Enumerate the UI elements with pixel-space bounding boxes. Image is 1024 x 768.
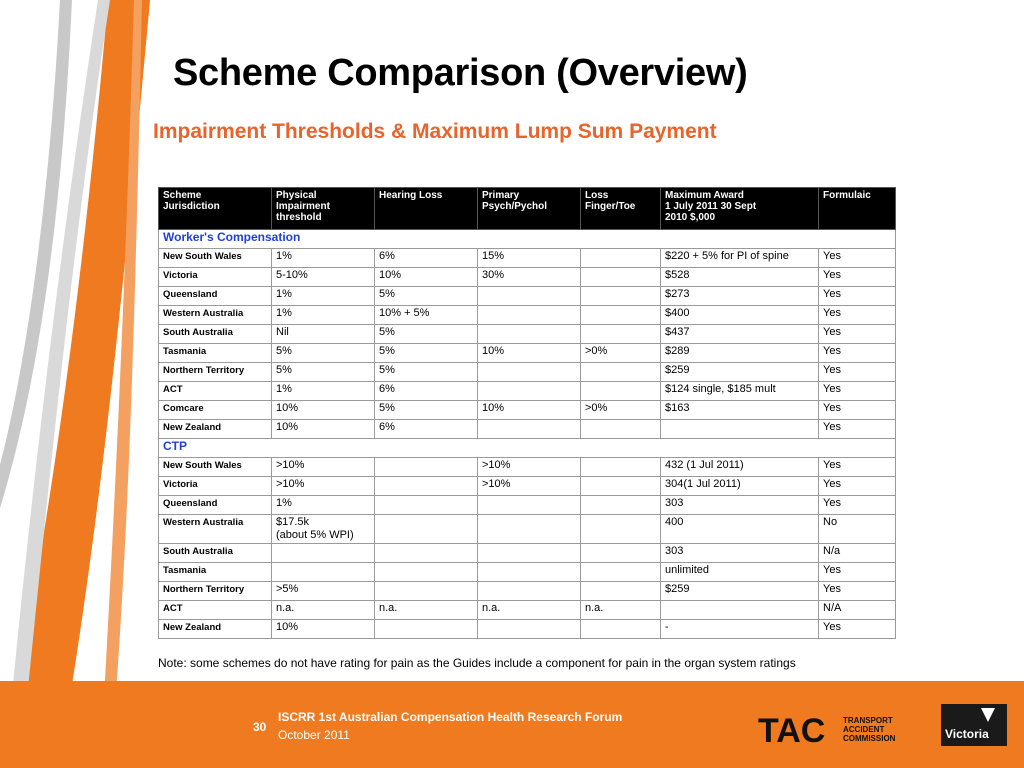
table-cell xyxy=(581,477,661,496)
table-cell: >0% xyxy=(581,344,661,363)
comparison-table xyxy=(158,187,896,639)
table-cell: 5-10% xyxy=(272,268,375,287)
table-cell: Yes xyxy=(819,363,896,382)
tac-logo xyxy=(756,708,836,748)
table-cell xyxy=(478,582,581,601)
table-cell: Yes xyxy=(819,287,896,306)
jurisdiction-cell: South Australia xyxy=(159,544,272,563)
table-cell xyxy=(478,325,581,344)
table-cell: unlimited xyxy=(661,563,819,582)
jurisdiction-cell: Western Australia xyxy=(159,515,272,544)
table-cell xyxy=(478,620,581,639)
table-row xyxy=(159,515,896,544)
table-cell xyxy=(375,544,478,563)
table-cell: n.a. xyxy=(272,601,375,620)
table-row xyxy=(159,496,896,515)
jurisdiction-cell: South Australia xyxy=(159,325,272,344)
table-cell: 5% xyxy=(272,363,375,382)
table-cell: Yes xyxy=(819,477,896,496)
table-cell xyxy=(478,287,581,306)
table-cell: 5% xyxy=(375,325,478,344)
table-row xyxy=(159,544,896,563)
table-cell: Yes xyxy=(819,306,896,325)
table-cell: >10% xyxy=(478,477,581,496)
table-cell: Yes xyxy=(819,325,896,344)
table-row xyxy=(159,249,896,268)
jurisdiction-cell: ACT xyxy=(159,601,272,620)
table-cell: Nil xyxy=(272,325,375,344)
table-cell: $273 xyxy=(661,287,819,306)
column-header: Scheme Jurisdiction xyxy=(159,188,272,230)
table-cell: n.a. xyxy=(478,601,581,620)
table-cell: $220 + 5% for PI of spine xyxy=(661,249,819,268)
table-row xyxy=(159,344,896,363)
table-cell xyxy=(478,563,581,582)
table-row xyxy=(159,268,896,287)
jurisdiction-cell: ACT xyxy=(159,382,272,401)
table-cell: 5% xyxy=(375,287,478,306)
table-cell: 303 xyxy=(661,544,819,563)
table-cell xyxy=(581,306,661,325)
table-cell: >0% xyxy=(581,401,661,420)
table-cell: Yes xyxy=(819,268,896,287)
table-cell: n.a. xyxy=(581,601,661,620)
table-cell: 1% xyxy=(272,287,375,306)
table-cell: >10% xyxy=(272,477,375,496)
table-cell xyxy=(375,496,478,515)
page-number: 30 xyxy=(253,720,267,734)
table-cell xyxy=(375,458,478,477)
table-cell xyxy=(581,515,661,544)
table-cell xyxy=(478,306,581,325)
table-cell: 6% xyxy=(375,420,478,439)
footer-date: October 2011 xyxy=(278,728,350,742)
table-row xyxy=(159,287,896,306)
table-cell xyxy=(581,496,661,515)
table-cell: Yes xyxy=(819,401,896,420)
table-cell: 1% xyxy=(272,496,375,515)
table-cell: 10% xyxy=(375,268,478,287)
table-row xyxy=(159,620,896,639)
column-header: Maximum Award 1 July 2011 30 Sept 2010 $,000 xyxy=(661,188,819,230)
table-cell xyxy=(478,515,581,544)
table-cell xyxy=(581,544,661,563)
table-cell: Yes xyxy=(819,382,896,401)
table-cell xyxy=(581,582,661,601)
table-header-row xyxy=(159,188,896,230)
table-cell xyxy=(478,382,581,401)
table-cell: 10% xyxy=(478,344,581,363)
footer-forum-title: ISCRR 1st Australian Compensation Health Research Forum xyxy=(278,710,623,724)
jurisdiction-cell: Tasmania xyxy=(159,344,272,363)
table-cell: $17.5k (about 5% WPI) xyxy=(272,515,375,544)
jurisdiction-cell: Queensland xyxy=(159,287,272,306)
jurisdiction-cell: Queensland xyxy=(159,496,272,515)
column-header: Physical Impairment threshold xyxy=(272,188,375,230)
table-cell: >5% xyxy=(272,582,375,601)
column-header: Formulaic xyxy=(819,188,896,230)
table-cell: $437 xyxy=(661,325,819,344)
section-row xyxy=(159,230,896,249)
table-cell: $259 xyxy=(661,582,819,601)
jurisdiction-cell: Western Australia xyxy=(159,306,272,325)
table-cell: Yes xyxy=(819,620,896,639)
table-cell: $163 xyxy=(661,401,819,420)
table-cell: Yes xyxy=(819,344,896,363)
jurisdiction-cell: Northern Territory xyxy=(159,363,272,382)
table-cell: 5% xyxy=(375,344,478,363)
table-row xyxy=(159,325,896,344)
column-header: Loss Finger/Toe xyxy=(581,188,661,230)
table-row xyxy=(159,401,896,420)
jurisdiction-cell: Tasmania xyxy=(159,563,272,582)
table-cell: 6% xyxy=(375,249,478,268)
table-cell: Yes xyxy=(819,496,896,515)
table-row xyxy=(159,420,896,439)
table-cell: >10% xyxy=(272,458,375,477)
table-cell: No xyxy=(819,515,896,544)
table-cell: 5% xyxy=(375,363,478,382)
victoria-logo-text: Victoria xyxy=(945,727,989,741)
table-cell xyxy=(272,563,375,582)
column-header: Primary Psych/Pychol xyxy=(478,188,581,230)
table-cell xyxy=(581,458,661,477)
table-cell xyxy=(478,420,581,439)
slide-title: Scheme Comparison (Overview) xyxy=(173,52,748,94)
table-cell: $259 xyxy=(661,363,819,382)
table-cell: N/a xyxy=(819,544,896,563)
table-cell: Yes xyxy=(819,249,896,268)
table-cell: 30% xyxy=(478,268,581,287)
table-cell xyxy=(478,363,581,382)
table-cell: >10% xyxy=(478,458,581,477)
table-cell xyxy=(375,477,478,496)
table-cell xyxy=(375,582,478,601)
table-cell xyxy=(581,420,661,439)
table-cell xyxy=(581,268,661,287)
section-row xyxy=(159,439,896,458)
table-row xyxy=(159,563,896,582)
table-cell xyxy=(661,420,819,439)
table-cell xyxy=(581,363,661,382)
table-cell: 6% xyxy=(375,382,478,401)
table-row xyxy=(159,382,896,401)
table-cell xyxy=(478,544,581,563)
table-cell: 400 xyxy=(661,515,819,544)
table-cell: N/A xyxy=(819,601,896,620)
table-cell: Yes xyxy=(819,582,896,601)
jurisdiction-cell: Comcare xyxy=(159,401,272,420)
jurisdiction-cell: Northern Territory xyxy=(159,582,272,601)
table-cell xyxy=(478,496,581,515)
table-row xyxy=(159,601,896,620)
jurisdiction-cell: New South Wales xyxy=(159,458,272,477)
table-cell xyxy=(375,563,478,582)
table-cell xyxy=(375,515,478,544)
table-cell: 5% xyxy=(272,344,375,363)
table-row xyxy=(159,582,896,601)
tac-wordmark: TRANSPORT ACCIDENT COMMISSION xyxy=(843,716,896,743)
tac-logo-text: TAC xyxy=(758,712,826,748)
section-label: Worker's Compensation xyxy=(159,230,896,249)
jurisdiction-cell: New Zealand xyxy=(159,420,272,439)
table-row xyxy=(159,306,896,325)
section-label: CTP xyxy=(159,439,896,458)
table-cell: 15% xyxy=(478,249,581,268)
table-cell: 10% xyxy=(272,420,375,439)
table-cell xyxy=(272,544,375,563)
table-cell: 1% xyxy=(272,382,375,401)
table-cell: 1% xyxy=(272,306,375,325)
table-cell xyxy=(581,620,661,639)
table-cell: n.a. xyxy=(375,601,478,620)
slide-subtitle: Impairment Thresholds & Maximum Lump Sum Payment xyxy=(153,120,717,143)
jurisdiction-cell: New Zealand xyxy=(159,620,272,639)
table-cell: 10% xyxy=(272,620,375,639)
table-cell xyxy=(581,287,661,306)
table-cell: $528 xyxy=(661,268,819,287)
table-cell: 10% xyxy=(478,401,581,420)
table-cell xyxy=(581,325,661,344)
table-cell: 10% + 5% xyxy=(375,306,478,325)
table-cell: Yes xyxy=(819,563,896,582)
table-cell: 432 (1 Jul 2011) xyxy=(661,458,819,477)
table-cell xyxy=(375,620,478,639)
table-cell xyxy=(661,601,819,620)
table-row xyxy=(159,477,896,496)
footnote: Note: some schemes do not have rating for pain as the Guides include a component for pain in the organ system ratings xyxy=(158,656,796,670)
table-cell: Yes xyxy=(819,458,896,477)
table-row xyxy=(159,363,896,382)
table-cell: 304(1 Jul 2011) xyxy=(661,477,819,496)
jurisdiction-cell: Victoria xyxy=(159,268,272,287)
table-cell xyxy=(581,249,661,268)
table-cell: $124 single, $185 mult xyxy=(661,382,819,401)
table-cell: 5% xyxy=(375,401,478,420)
table-cell: Yes xyxy=(819,420,896,439)
jurisdiction-cell: New South Wales xyxy=(159,249,272,268)
table-cell: 10% xyxy=(272,401,375,420)
table-cell: $400 xyxy=(661,306,819,325)
table-cell: $289 xyxy=(661,344,819,363)
column-header: Hearing Loss xyxy=(375,188,478,230)
table-cell: - xyxy=(661,620,819,639)
table-cell: 303 xyxy=(661,496,819,515)
table-cell xyxy=(581,563,661,582)
table-row xyxy=(159,458,896,477)
table-cell: 1% xyxy=(272,249,375,268)
jurisdiction-cell: Victoria xyxy=(159,477,272,496)
table-cell xyxy=(581,382,661,401)
